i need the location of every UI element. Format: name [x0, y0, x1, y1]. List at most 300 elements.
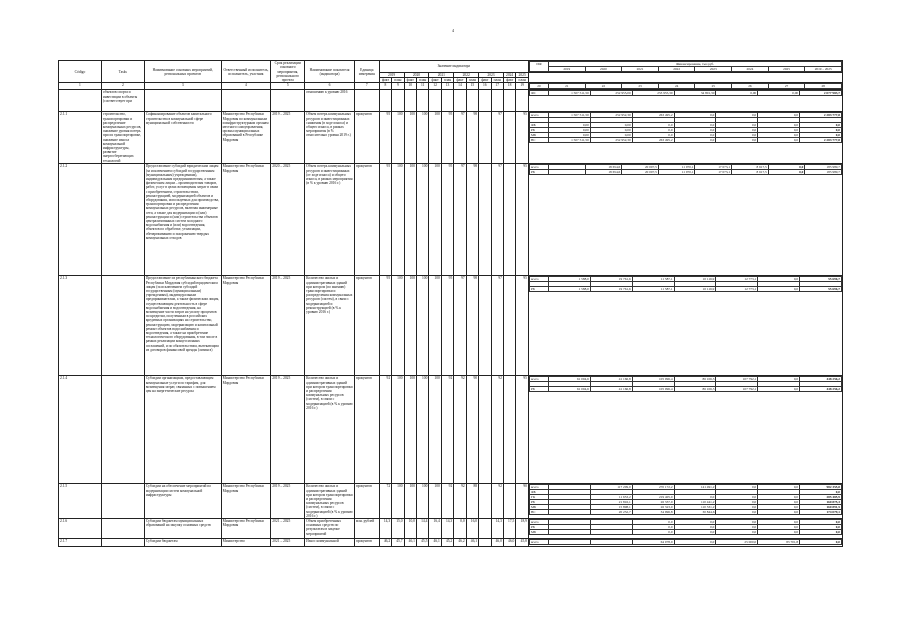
row-plan-value: 95	[441, 112, 453, 164]
col-number-22: 22	[585, 84, 622, 89]
col-number-12: 12	[429, 83, 441, 90]
financing-value: 0,0	[800, 128, 842, 133]
plan-fact-0: факт	[379, 78, 391, 83]
row-measure-name: Предоставление из республиканского бюджета Республики Мордовия субсидий юридическим лицам (за исключением субсидий государственным (муниципальным) учреждениям), индивидуальным предпринимателям, а также физическим лицам, осуществляющим деятельность в сфере водоснабжения и водоотведения, на возмещение части затрат на уплату процентов по кредитам, полученным в российских кредитных организациях на строительство, реконструкцию, модернизацию и капитальный ремонт объектов водоснабжения и водоотведения, а также на приобретение технологического оборудования, в том числе в рамках реализации концессионных соглашений, и по обязательствам, вытекающим из договоров финансовой аренды (лизинга)	[144, 276, 221, 376]
row-measure-name: Субсидии организациям, предоставляющим коммунальные услуги по тарифам, для возмещения затрат, связанных с повышением цен на энергетические ресурсы	[144, 376, 221, 484]
financing-value: 15 898,1	[590, 505, 632, 510]
row-financing	[528, 112, 842, 164]
financing-value: 0,0	[674, 525, 716, 530]
financing-header	[529, 61, 842, 72]
financing-value: 0,0	[758, 138, 800, 143]
row-plan-value: 92	[441, 484, 453, 519]
financing-value: 0,0	[716, 133, 758, 138]
financing-value: 0,0	[674, 113, 716, 118]
financing-value: 12 773,1	[716, 287, 758, 292]
row-task: строительство, транспортировки и распределение коммунальных ресурсов, снижение уровня потерь при их транспортировке, снижение износа коммунальной инфраструктуры, развитие энергосберегающих технологий	[101, 112, 144, 164]
row-plan-value: 92	[454, 376, 466, 484]
row-plan-value: 97	[454, 276, 466, 376]
fin-header-spacer	[528, 73, 842, 83]
financing-value: 21 816,1	[590, 500, 632, 505]
financing-value: 0,00	[758, 91, 800, 96]
col-responsible: Ответственный исполнитель, исполнитель, участник	[221, 61, 271, 83]
financing-value: 17 073,1	[695, 170, 732, 175]
financing-value: 0,0	[674, 133, 716, 138]
row-plan-value: 95	[516, 164, 529, 276]
row-measure-name	[144, 90, 221, 112]
financing-value: 17 073,1	[695, 165, 732, 170]
row-plan-value: 100	[429, 276, 441, 376]
fin-year-4: 2023	[695, 67, 732, 72]
financing-value: 8 617,5	[732, 170, 769, 175]
row-plan-value	[429, 90, 441, 112]
col-number-21: 21	[548, 84, 585, 89]
row-task	[101, 484, 144, 519]
row-measure-name: Предоставление субсидий юридическим лицам (за исключением субсидий государственным (муниципальным) учреждениям), индивидуальным предпринимателям, а также физическим лицам – производителям товаров, работ, услуг в целях возмещения затрат в связи с приобретением, строительством, реконструкцией, модернизацией объектов и оборудования, используемых для производства, транспортировки и распределения коммунальных ресурсов, включая инженерные сети, а также для модернизации и (или) реконструкции и (или) строительства объектов централизованных систем холодного водоснабжения и (или) водоотведения, объектов по обработке, утилизации, обезвреживанию и захоронению твердых коммунальных отходов	[144, 164, 221, 276]
financing-source: РБ	[529, 287, 548, 292]
plan-fact-1: план	[392, 78, 404, 83]
financing-source: РБ	[529, 128, 548, 133]
plan-year-2023: 2023	[479, 73, 504, 78]
financing-line	[529, 170, 841, 175]
row-plan-value: 92	[491, 484, 503, 519]
col-number-5: 5	[271, 83, 305, 90]
row-plan-value: 100	[404, 164, 416, 276]
plan-year-2022: 2022	[454, 73, 479, 78]
financing-value: 0,0	[674, 128, 716, 133]
financing-value: 10 116,9	[674, 277, 716, 282]
financing-value: 0,0	[758, 530, 800, 535]
financing-value: 25 000,0	[716, 540, 758, 545]
financing-value: 0,0	[632, 530, 674, 535]
financing-value: 41 166,8	[590, 377, 632, 382]
financing-value: 117 209,0	[590, 485, 632, 490]
col-number-6: 6	[305, 83, 355, 90]
financing-value: 185 989,7	[805, 170, 842, 175]
financing-value: 2 283 777,8	[800, 138, 842, 143]
financing-value: 61 094,6	[548, 387, 590, 392]
financing-value: 0,0	[674, 520, 716, 525]
financing-line	[529, 510, 841, 515]
row-plan-value: 17,5	[503, 519, 515, 539]
row-unit: процентов	[354, 276, 379, 376]
financing-value: 11 587,1	[632, 287, 674, 292]
col-number-3: 3	[144, 83, 221, 90]
col-number-25: 25	[695, 84, 732, 89]
financing-value: 0,0	[632, 520, 674, 525]
row-plan-value: 46,0	[503, 539, 515, 547]
plan-fact-7: план	[466, 78, 478, 83]
col-number-15: 15	[466, 83, 478, 90]
plan-fact-2: факт	[404, 78, 416, 83]
financing-value: 55 696,7	[800, 287, 842, 292]
financing-value: 252 952,30	[590, 138, 632, 143]
row-plan-value: 100	[392, 484, 404, 519]
row-task	[101, 539, 144, 547]
row-plan-value: 10,0	[404, 519, 416, 539]
financing-value: 20 232,7	[590, 510, 632, 515]
financing-line	[529, 540, 841, 545]
row-plan-value: 46,1	[466, 539, 478, 547]
financing-value: 1 588,0	[548, 277, 590, 282]
financing-value: 982 355,8	[800, 485, 842, 490]
plan-fact-3: план	[416, 78, 428, 83]
row-plan-value: 100	[416, 112, 428, 164]
financing-value: 253 955,30	[632, 91, 674, 96]
financing-source: МБ	[529, 505, 548, 510]
col-code: Código	[59, 61, 102, 83]
financing-value: 11 653,2	[590, 495, 632, 500]
financing-source: РБ	[529, 525, 548, 530]
plan-fact-5: план	[441, 78, 453, 83]
plan-year-2021: 2021	[429, 73, 454, 78]
row-plan-value: 14,3	[441, 519, 453, 539]
row-plan-value	[404, 90, 416, 112]
financing-value	[548, 510, 590, 515]
row-plan-value: 45,7	[392, 539, 404, 547]
financing-value: 160 891,5	[800, 505, 842, 510]
col-number-24: 24	[658, 84, 695, 89]
financing-value: 86 106,3	[674, 387, 716, 392]
financing-value: 2 077 983,7	[800, 91, 842, 96]
financing-value: 0,0	[674, 138, 716, 143]
fin-year-1: 2020	[585, 67, 622, 72]
row-plan-value	[503, 112, 515, 164]
financing-value: 270 172,2	[632, 485, 674, 490]
row-period	[271, 90, 305, 112]
row-plan-value: 46,1	[429, 539, 441, 547]
row-plan-value	[416, 90, 428, 112]
financing-value: 0,0	[632, 128, 674, 133]
financing-value: 0,0	[800, 123, 842, 128]
fin-col-numbers	[528, 83, 842, 90]
row-indicator: Количество жилых и административных зданий при котором транспортировки и распределения коммунальных ресурсов (систем), в связи с модернизацией (в % к уровню 2016 г.)	[306, 484, 353, 518]
row-plan-value	[479, 90, 491, 112]
row-plan-value: 98	[466, 112, 478, 164]
financing-value: 0,0	[716, 510, 758, 515]
financing-value: 12 773,1	[716, 277, 758, 282]
financing-value: 41 166,8	[590, 387, 632, 392]
financing-value: 0,0	[800, 520, 842, 525]
financing-line	[529, 138, 841, 143]
financing-value: 185 989,7	[805, 165, 842, 170]
financing-value: 0,0	[758, 133, 800, 138]
financing-value: 0,0	[800, 490, 842, 495]
financing-value: 0,0	[800, 525, 842, 530]
financing-value: 0,0	[758, 510, 800, 515]
financing-source: всего	[529, 485, 548, 490]
financing-value: 0,0	[758, 287, 800, 292]
row-plan-value: 18,9	[516, 519, 529, 539]
financing-line	[529, 387, 841, 392]
col-plan-values: Значение индикатора	[379, 61, 528, 73]
financing-source: всего	[529, 165, 548, 170]
fin-year-3: 2022	[658, 67, 695, 72]
financing-value: 1 507 511,50	[548, 91, 590, 96]
row-task	[101, 519, 144, 539]
col-number-28: 28	[805, 84, 842, 89]
financing-value: 0,0	[716, 128, 758, 133]
row-plan-value: 46,2	[379, 539, 391, 547]
row-financing	[528, 90, 842, 112]
financing-value: 0,0	[716, 123, 758, 128]
financing-value: 0,0	[758, 500, 800, 505]
financing-value: 0,0	[758, 387, 800, 392]
row-plan-value: 95	[441, 276, 453, 376]
financing-value: 448 256,2	[800, 377, 842, 382]
plan-year-2024: 2024	[503, 73, 515, 78]
financing-value: 107 792,1	[716, 377, 758, 382]
financing-value: 10 116,9	[674, 287, 716, 292]
row-plan-value: 90	[466, 376, 478, 484]
financing-value: 285 485,9	[800, 495, 842, 500]
row-plan-value: 100	[392, 112, 404, 164]
col-number-7: 7	[354, 83, 379, 90]
financing-value: 219 405,0	[632, 495, 674, 500]
col-number-17: 17	[491, 83, 503, 90]
financing-value: 18 654,6	[585, 170, 622, 175]
row-unit: млн. рублей	[354, 519, 379, 539]
financing-value: 55 696,7	[800, 277, 842, 282]
row-plan-value: 100	[416, 376, 428, 484]
financing-value: 0,00	[548, 123, 590, 128]
financing-source: всего	[529, 520, 548, 525]
row-task	[101, 164, 144, 276]
col-name: Наименование основных мероприятий, региональных проектов	[144, 61, 221, 83]
col-unit: Единица измерения	[354, 61, 379, 83]
row-responsible: Министерство Республики Мордовия	[221, 484, 271, 519]
row-plan-value: 100	[429, 112, 441, 164]
program-row	[59, 539, 843, 547]
col-tasks: Tasks	[101, 61, 144, 83]
row-indicator: Объем потерь коммунальных ресурсов и инвестиционных (от ходе износа) и общего износа, в рамках мероприятия (в % к уровню 2016 г.)	[305, 164, 355, 276]
row-code: 2.1.2	[59, 164, 102, 276]
program-row	[59, 484, 843, 519]
row-plan-value	[503, 90, 515, 112]
row-plan-value: 16,0	[466, 519, 478, 539]
financing-value: 448 256,2	[800, 387, 842, 392]
col-number-2: 2	[101, 83, 144, 90]
financing-value: 110 441,2	[674, 500, 716, 505]
financing-value: 0,0	[674, 123, 716, 128]
financing-value: 34 996,8	[632, 510, 674, 515]
col-indicator: Наименование показателя (индикатора)	[305, 61, 355, 83]
financing-source: РБ	[529, 500, 548, 505]
financing-value: 34 801,30	[674, 91, 716, 96]
row-plan-value	[516, 90, 529, 112]
row-plan-value	[479, 519, 491, 539]
financing-value: 0,0	[768, 165, 805, 170]
financing-value: 11 970,1	[658, 165, 695, 170]
financing-value: 86 106,3	[674, 377, 716, 382]
row-task: объектов спорта и инвестиции в объекты (соответствует при	[101, 90, 144, 112]
row-code	[59, 90, 102, 112]
financing-source: МБ	[529, 530, 548, 535]
financing-value: 0,0	[800, 530, 842, 535]
row-plan-value	[479, 112, 491, 164]
row-code: 2.1.6	[59, 519, 102, 539]
row-plan-value: 98	[466, 164, 478, 276]
row-plan-value	[479, 276, 491, 376]
row-plan-value: 100	[404, 484, 416, 519]
financing-source: ФБ	[529, 490, 548, 495]
financing-value: 0,0	[758, 113, 800, 118]
col-number-13: 13	[441, 83, 453, 90]
row-plan-value	[491, 90, 503, 112]
row-plan-value: 45,8	[516, 539, 529, 547]
row-plan-value: 46,2	[454, 539, 466, 547]
row-plan-value	[392, 90, 404, 112]
financing-value: 0,0	[674, 495, 716, 500]
financing-value: 8 617,5	[732, 165, 769, 170]
row-plan-value: 100	[404, 112, 416, 164]
plan-fact-9: план	[491, 78, 503, 83]
row-plan-value: 14,3	[379, 519, 391, 539]
row-plan-value	[503, 484, 515, 519]
row-plan-value	[454, 90, 466, 112]
row-plan-value	[503, 164, 515, 276]
row-code: 2.1.5	[59, 484, 102, 519]
row-unit	[354, 90, 379, 112]
plan-fact-6: факт	[454, 78, 466, 83]
financing-value: 19 761,6	[590, 277, 632, 282]
program-row	[59, 276, 843, 376]
col-number-19: 19	[516, 83, 529, 90]
program-row	[59, 164, 843, 276]
row-period: 2019 – 2025	[271, 484, 305, 519]
financing-value: 0,0	[800, 133, 842, 138]
col-number-11: 11	[416, 83, 428, 90]
row-plan-value	[479, 164, 491, 276]
financing-value: 0,0	[800, 540, 842, 545]
row-plan-value: 97	[491, 164, 503, 276]
row-measure-name: Субсидии на обеспечение мероприятий по модернизации систем коммунальной инфраструктуры	[144, 484, 221, 519]
plan-year-2019: 2019	[379, 73, 404, 78]
program-table	[58, 60, 843, 547]
header-row-1	[59, 61, 843, 73]
fin-year-6: 2025	[768, 67, 805, 72]
financing-value: 0,0	[674, 540, 716, 545]
page-number: 4	[452, 28, 454, 33]
row-code: 2.1.4	[59, 376, 102, 484]
financing-value: 2 283 777,8	[800, 113, 842, 118]
financing-source: РБ	[529, 170, 548, 175]
financing-value: 0,0	[716, 138, 758, 143]
financing-value: 0,0	[758, 377, 800, 382]
financing-value: 0,0	[716, 520, 758, 525]
row-indicator: Объем потерь коммунальных ресурсов и инвестиционных снижения (в ходе износа) и общего износа, в рамках мероприятия (в % относительно уровня 2019 г.)	[305, 112, 355, 164]
row-plan-value: 46,1	[404, 539, 416, 547]
financing-value: 0,0	[716, 113, 758, 118]
row-responsible: Министерство Республики Мордовия	[221, 519, 271, 539]
row-indicator: Износ коммунальной	[305, 539, 355, 547]
plan-fact-10: факт	[503, 78, 515, 83]
row-plan-value: 95	[441, 164, 453, 276]
row-plan-value: 90	[516, 484, 529, 519]
row-plan-value: 95	[379, 276, 391, 376]
financing-value	[548, 170, 585, 175]
financing-value: 0,00	[590, 128, 632, 133]
row-plan-value: 100	[429, 164, 441, 276]
row-indicator: Количество жилых и административных зданий при котором (по мнению) транспортировки и распределения коммунальных ресурсов (систем), в связи с модернизацией и реконструкцией (в % к уровню 2016 г.)	[305, 276, 355, 376]
col-financing-group	[528, 61, 842, 73]
row-plan-value	[503, 276, 515, 376]
financing-source: всего	[529, 277, 548, 282]
row-plan-value: 95	[516, 276, 529, 376]
row-financing	[528, 539, 842, 547]
plan-fact-11: план	[516, 78, 529, 83]
row-plan-value: 92	[454, 484, 466, 519]
financing-source: РБ	[529, 387, 548, 392]
row-task	[101, 276, 144, 376]
financing-value: 105 096,4	[632, 377, 674, 382]
col-number-10: 10	[404, 83, 416, 90]
row-measure-name: Субсидии бюджетам	[144, 539, 221, 547]
financing-value: 0,0	[716, 525, 758, 530]
row-plan-value	[479, 539, 491, 547]
row-plan-value: 0,0	[454, 519, 466, 539]
financing-value: 174 079,1	[800, 510, 842, 515]
col-number-27: 27	[768, 84, 805, 89]
row-responsible: Министерство Республики Мордовия	[221, 164, 271, 276]
row-plan-value: 45,2	[441, 539, 453, 547]
plan-year-2025: 2025	[516, 73, 529, 78]
row-plan-value: 92	[491, 376, 503, 484]
row-plan-value: 100	[429, 376, 441, 484]
financing-value: 0,0	[716, 495, 758, 500]
financing-value: 0,0	[716, 505, 758, 510]
row-plan-value: 95	[516, 112, 529, 164]
row-plan-value: 100	[429, 484, 441, 519]
program-table-page	[58, 60, 843, 570]
row-financing	[528, 376, 842, 484]
row-plan-value: 100	[416, 484, 428, 519]
row-code: 2.1.3	[59, 276, 102, 376]
plan-year-2020: 2020	[404, 73, 429, 78]
row-plan-value	[466, 90, 478, 112]
col-number-16: 16	[479, 83, 491, 90]
row-plan-value: 97	[454, 164, 466, 276]
financing-value: 26 323,0	[632, 505, 674, 510]
fin-year-5: 2024	[732, 67, 769, 72]
fin-year-0: 2019	[548, 67, 585, 72]
row-code: 2.1.7	[59, 539, 102, 547]
financing-value: 1 588,0	[548, 287, 590, 292]
financing-value: 110 331,2	[674, 505, 716, 510]
row-period: 2019 – 2025	[271, 376, 305, 484]
row-plan-value: 16,4	[429, 519, 441, 539]
financing-value: 26 337,9	[632, 500, 674, 505]
fin-year-7: 2019 – 2025	[805, 67, 842, 72]
row-plan-value	[441, 90, 453, 112]
row-plan-value: 97	[491, 276, 503, 376]
financing-value	[548, 530, 590, 535]
row-plan-value: 100	[404, 376, 416, 484]
row-plan-value: 46,0	[491, 539, 503, 547]
col-number-8: 8	[379, 83, 391, 90]
financing-source: ВС	[529, 510, 548, 515]
financing-value: 0,0	[716, 500, 758, 505]
row-plan-value: 100	[392, 376, 404, 484]
row-period: 2019 – 2025	[271, 112, 305, 164]
financing-value: 30 844,6	[674, 510, 716, 515]
row-financing	[528, 276, 842, 376]
financing-value: 61 094,6	[548, 377, 590, 382]
financing-source: ГК	[529, 495, 548, 500]
plan-fact-4: факт	[429, 78, 441, 83]
row-plan-value: 15,0	[392, 519, 404, 539]
row-plan-value: 97	[491, 112, 503, 164]
fin-year-2: 2021	[622, 67, 659, 72]
